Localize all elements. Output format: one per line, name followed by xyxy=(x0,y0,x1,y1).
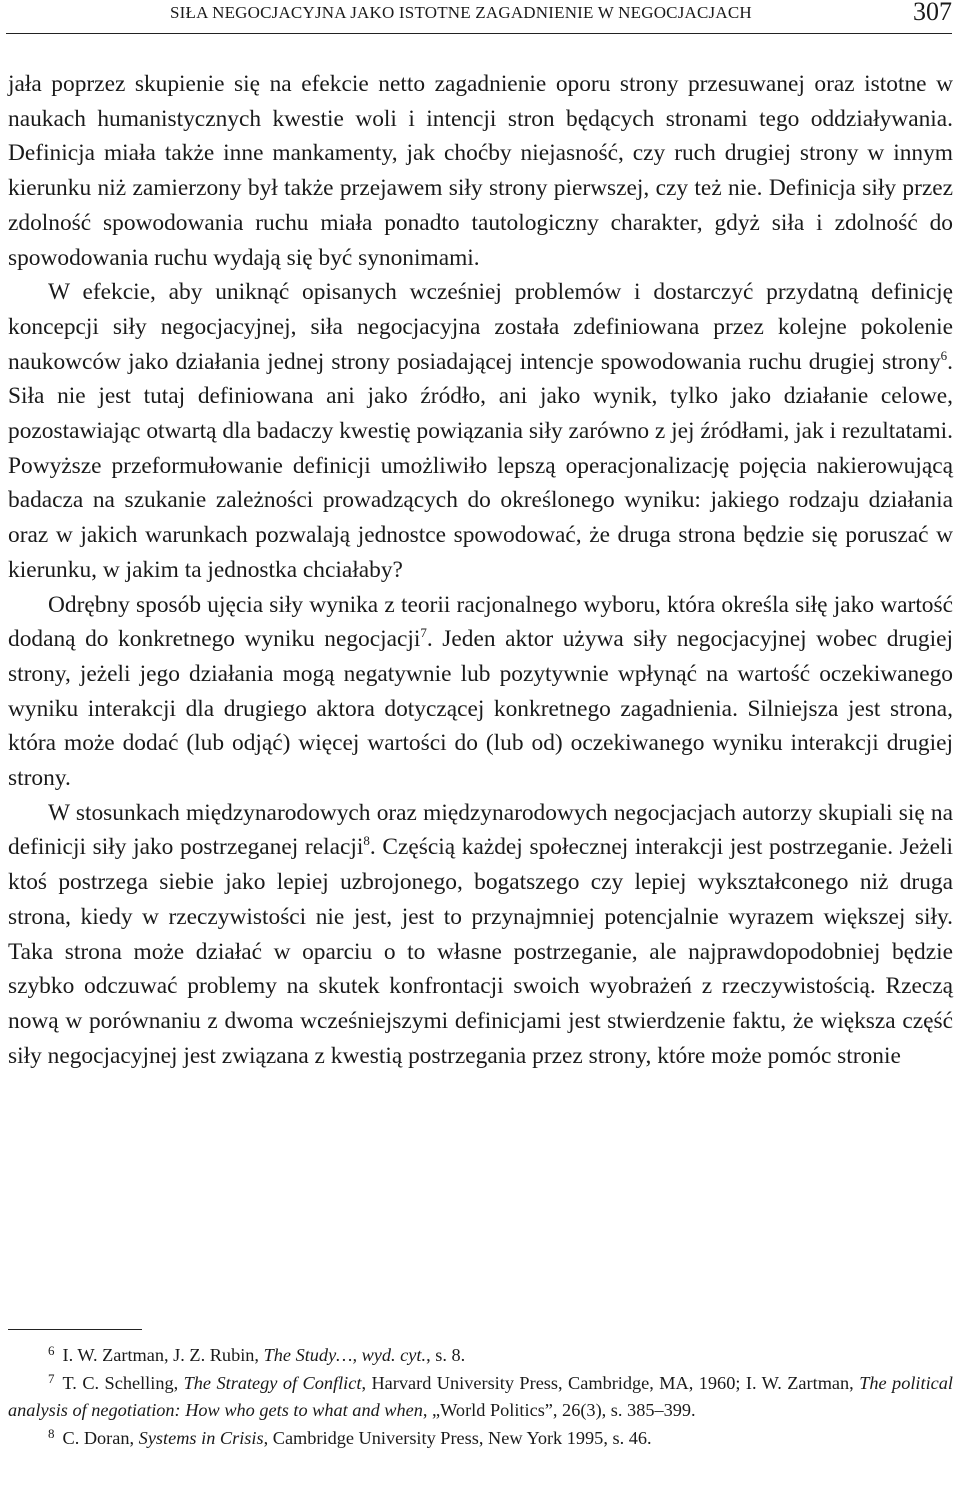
page-number: 307 xyxy=(913,0,952,26)
footnotes xyxy=(8,1342,953,1452)
paragraph xyxy=(8,588,953,796)
footnote-6 xyxy=(8,1342,953,1370)
footnote-text: T. C. Schelling, xyxy=(62,1372,184,1393)
footnote-text: , s. 8. xyxy=(426,1345,466,1365)
footnote-7 xyxy=(8,1370,953,1425)
paragraph xyxy=(8,796,953,1074)
main-text xyxy=(8,67,953,1073)
footnote-text: C. Doran, xyxy=(62,1427,139,1448)
footnote-mark: 8 xyxy=(48,1425,55,1441)
footnote-text: , Harvard University Press, Cambridge, MA, 1960; I. W. Zartman, xyxy=(361,1372,860,1393)
paragraph-text: W stosunkach międzynarodowych oraz międzynarodowych negocjacjach autorzy skupiali się na definicji siły jako postrzeganej relacji xyxy=(8,799,953,861)
footnote-8 xyxy=(8,1425,953,1453)
paragraph-text: . Jeden aktor używa siły negocjacyjnej wobec drugiej strony, jeżeli jego działania mogą negatywnie lub pozytywnie wpłynąć na wartość oczekiwanego wyniku interakcji dla drugiego aktora dotyczącej konkretnego zagadnienia. Silniejsza jest strona, która może dodać (lub odjąć) więcej wartości do (lub od) oczekiwanego wyniku interakcji drugiej strony. xyxy=(8,626,954,792)
paragraph xyxy=(8,275,953,587)
footnote-title: The Strategy of Conflict xyxy=(183,1372,362,1393)
running-title: SIŁA NEGOCJACYJNA JAKO ISTOTNE ZAGADNIENIE W NEGOCJACJACH xyxy=(170,3,752,22)
footnote-mark: 6 xyxy=(48,1343,55,1358)
paragraph-text: . Siła nie jest tutaj definiowana ani jako źródło, ani jako wynik, tylko jako działanie celowe, pozostawiając otwartą dla badaczy kwestię powiązania siły zarówno z jej źródłami, jak i rezultatami. Powyższe przeformułowanie definicji umożliwiło lepszą operacjonalizację pojęcia nakierowującą badacza na szukanie zależności prowadzących do określonego wyniku: jakiego rodzaju działania oraz w jakich warunkach pozwalają jednostce spowodować, że druga strona będzie się poruszać w kierunku, w jakim ta jednostka chciałaby? xyxy=(8,348,953,583)
footnote-title: The Study…, wyd. cyt. xyxy=(263,1345,427,1365)
paragraph-text: W efekcie, aby uniknąć opisanych wcześniej problemów i dostarczyć przydatną definicję koncepcji siły negocjacyjnej, siła negocjacyjna została zdefiniowana przez kolejne pokolenie naukowców jako działania jednej strony posiadającej intencje spowodowania ruchu drugiej strony xyxy=(8,279,953,375)
footnote-reference[interactable]: 7 xyxy=(420,625,427,641)
footnote-text: , „World Politics”, 26(3), s. 385–399. xyxy=(422,1400,696,1421)
paragraph xyxy=(8,67,953,275)
footnote-reference[interactable]: 6 xyxy=(940,347,948,363)
footnote-reference[interactable]: 8 xyxy=(363,833,370,849)
paragraph-text: . Częścią każdej społecznej interakcji jest postrzeganie. Jeżeli ktoś postrzega siebie jako lepiej uzbrojonego, bogatszego czy lepiej wykształconego niż druga strona, kiedy w rzeczywistości nie jest, jest to przynajmniej potencjalnie wyrazem większej siły. Taka strona może działać w oparciu o to własne postrzeganie, ale najprawdopodobniej będzie szybko odczuwać problemy na skutek konfrontacji swoich wyobrażeń z rzeczywistością. Rzeczą nową w porównaniu z dwoma wcześniejszymi definicjami jest stwierdzenie faktu, że większa część siły negocjacyjnej jest związana z kwestią postrzegania przez strony, które może pomóc stronie xyxy=(8,834,953,1069)
footnote-mark: 7 xyxy=(48,1370,55,1386)
running-header xyxy=(6,0,952,34)
footnote-title: Systems in Crisis xyxy=(138,1427,264,1448)
footnote-text: I. W. Zartman, J. Z. Rubin, xyxy=(62,1345,264,1365)
footnote-text: , Cambridge University Press, New York 1995, s. 46. xyxy=(263,1427,652,1448)
footnote-title: The political analysis of negotiation: How who gets to what and when xyxy=(8,1372,953,1421)
footnote-separator xyxy=(8,1329,142,1330)
paragraph-text: Odrębny sposób ujęcia siły wynika z teorii racjonalnego wyboru, która określa siłę jako wartość dodaną do konkretnego wyniku negocjacji xyxy=(8,591,953,653)
paragraph-text: jała poprzez skupienie się na efekcie netto zagadnienie oporu strony przesuwanej oraz istotne w naukach humanistycznych kwestie woli i intencji stron będących stronami tego oddziaływania. Definicja miała także inne mankamenty, jak choćby niejasność, czy ruch drugiej strony w innym kierunku niż zamierzony był także przejawem siły strony pierwszej, czy też nie. Definicja siły przez zdolność spowodowania ruchu miała ponadto tautologiczny charakter, gdyż siła i zdolność do spowodowania ruchu wydają się być synonimami. xyxy=(8,71,953,271)
